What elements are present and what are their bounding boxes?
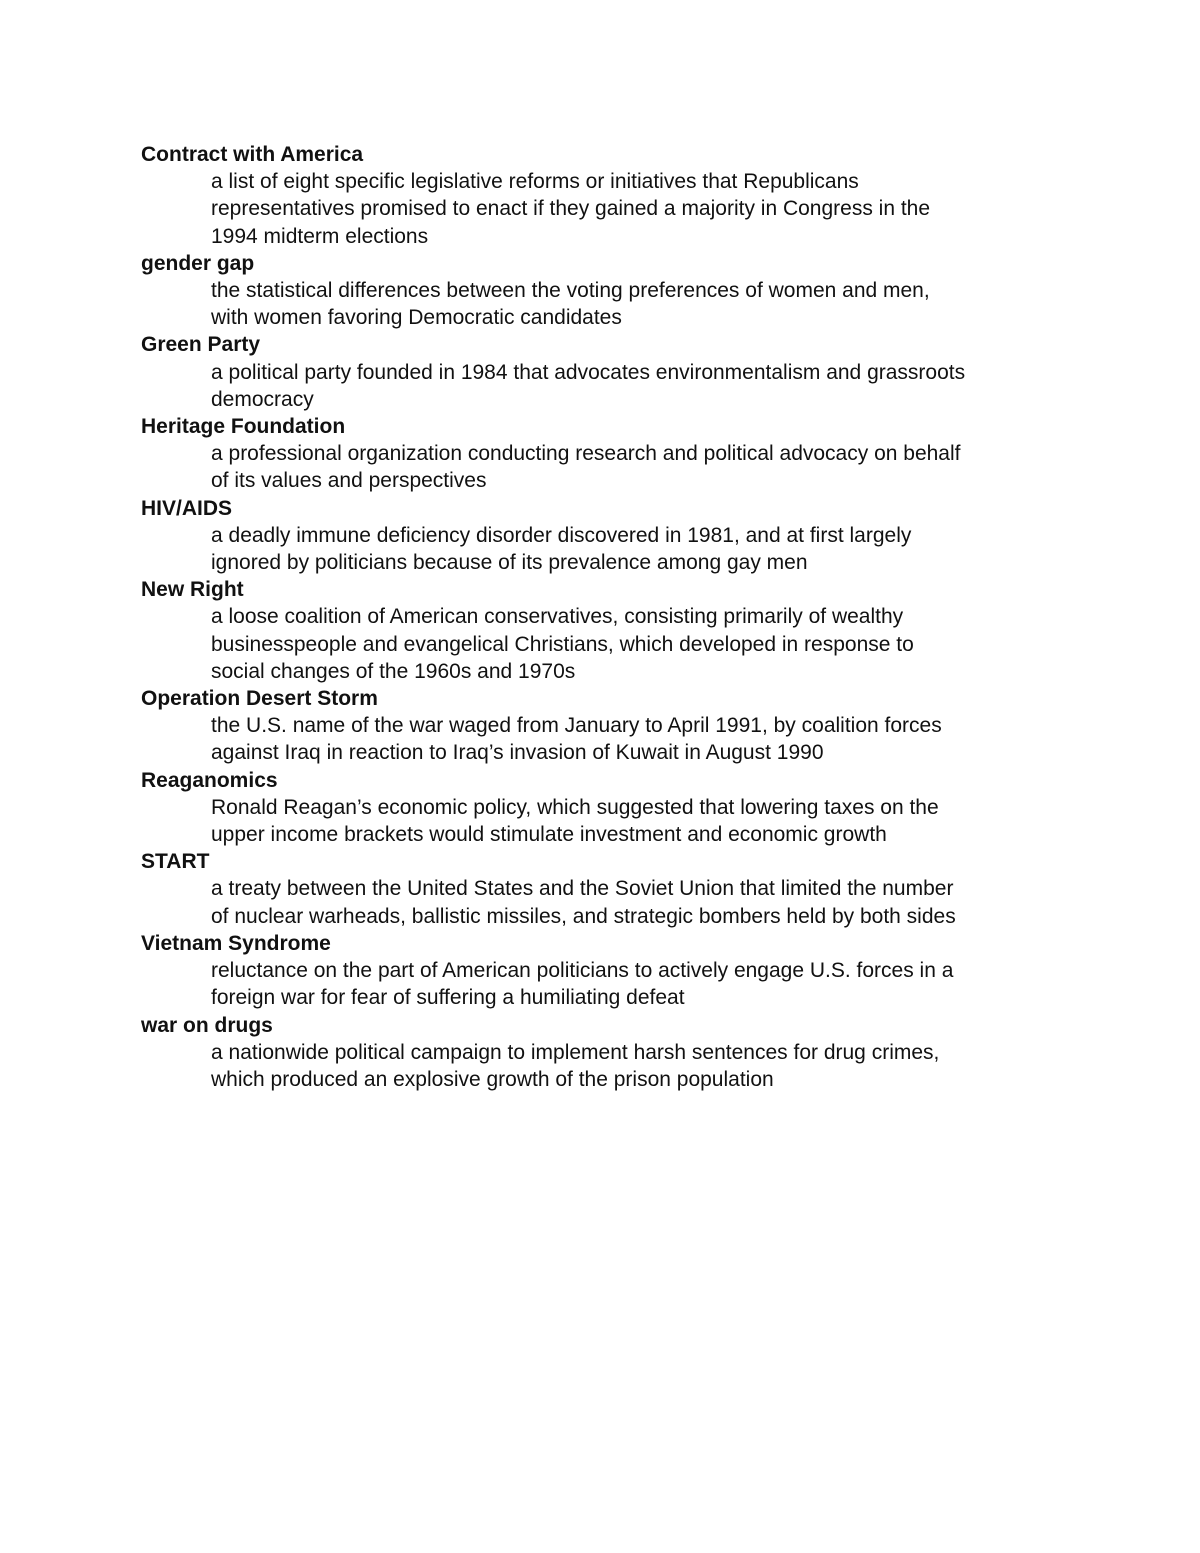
- definition-line: a deadly immune deficiency disorder discovered in 1981, and at first largely: [211, 523, 912, 547]
- definition-line: reluctance on the part of American politicians to actively engage U.S. forces in a: [211, 959, 954, 983]
- definition-line: upper income brackets would stimulate investment and economic growth: [211, 823, 887, 847]
- definition-line: representatives promised to enact if they gained a majority in Congress in the: [211, 197, 931, 221]
- glossary-definition: [141, 875, 1071, 929]
- definition-line: a loose coalition of American conservatives, consisting primarily of wealthy: [211, 605, 904, 629]
- definition-line: with women favoring Democratic candidates: [211, 306, 622, 330]
- glossary-term: Operation Desert Storm: [141, 687, 378, 711]
- glossary-term: Contract with America: [141, 143, 364, 166]
- glossary-definition: [141, 603, 1071, 685]
- glossary-term: Vietnam Syndrome: [141, 931, 331, 955]
- glossary-entry: [141, 576, 1071, 685]
- glossary-term: gender gap: [141, 251, 255, 275]
- glossary-entry: [141, 413, 1071, 495]
- glossary-term: war on drugs: [141, 1013, 273, 1037]
- glossary-definition: [141, 359, 1071, 413]
- definition-line: social changes of the 1960s and 1970s: [211, 659, 576, 683]
- definition-line: 1994 midterm elections: [211, 224, 429, 248]
- glossary-definition: [141, 522, 1071, 576]
- definition-line: of nuclear warheads, ballistic missiles, and strategic bombers held by both sides: [211, 904, 956, 928]
- definition-line: a political party founded in 1984 that advocates environmentalism and grassroots: [211, 360, 966, 384]
- glossary-entry: [141, 1012, 1071, 1094]
- definition-line: businesspeople and evangelical Christians, which developed in response to: [211, 632, 914, 656]
- glossary-term: HIV/AIDS: [141, 496, 233, 520]
- definition-line: foreign war for fear of suffering a humiliating defeat: [211, 986, 685, 1010]
- definition-line: which produced an explosive growth of the prison population: [211, 1067, 774, 1091]
- glossary-definition: [141, 712, 1071, 766]
- glossary-definition: [141, 277, 1071, 331]
- glossary-term: Heritage Foundation: [141, 415, 346, 439]
- glossary-definition: [141, 440, 1071, 494]
- glossary-term: Reaganomics: [141, 768, 278, 792]
- glossary-entry: [141, 767, 1071, 849]
- glossary-entry: [141, 495, 1071, 577]
- glossary-term: START: [141, 850, 210, 874]
- definition-line: a treaty between the United States and the Soviet Union that limited the number: [211, 877, 954, 901]
- glossary-entry: [141, 250, 1071, 332]
- definition-line: a list of eight specific legislative reforms or initiatives that Republicans: [211, 170, 859, 194]
- definition-line: a nationwide political campaign to implement harsh sentences for drug crimes,: [211, 1040, 940, 1064]
- glossary-definition: [141, 957, 1071, 1011]
- definition-line: Ronald Reagan’s economic policy, which suggested that lowering taxes on the: [211, 795, 939, 819]
- definition-line: against Iraq in reaction to Iraq’s invasion of Kuwait in August 1990: [211, 741, 824, 765]
- glossary-definition: [141, 794, 1071, 848]
- definition-line: a professional organization conducting research and political advocacy on behalf: [211, 442, 961, 466]
- glossary-page: [141, 141, 1071, 1093]
- glossary-term: New Right: [141, 578, 244, 602]
- glossary-entry: [141, 331, 1071, 413]
- glossary-entry: [141, 930, 1071, 1012]
- glossary-term: Green Party: [141, 333, 261, 357]
- definition-line: of its values and perspectives: [211, 469, 487, 493]
- definition-line: the U.S. name of the war waged from January to April 1991, by coalition forces: [211, 714, 942, 738]
- glossary-definition: [141, 168, 1071, 250]
- glossary-definition: [141, 1039, 1071, 1093]
- glossary-entry: [141, 848, 1071, 930]
- definition-line: ignored by politicians because of its prevalence among gay men: [211, 551, 808, 575]
- glossary-entry: [141, 141, 1071, 250]
- definition-line: democracy: [211, 387, 314, 411]
- glossary-entry: [141, 685, 1071, 767]
- definition-line: the statistical differences between the voting preferences of women and men,: [211, 279, 930, 303]
